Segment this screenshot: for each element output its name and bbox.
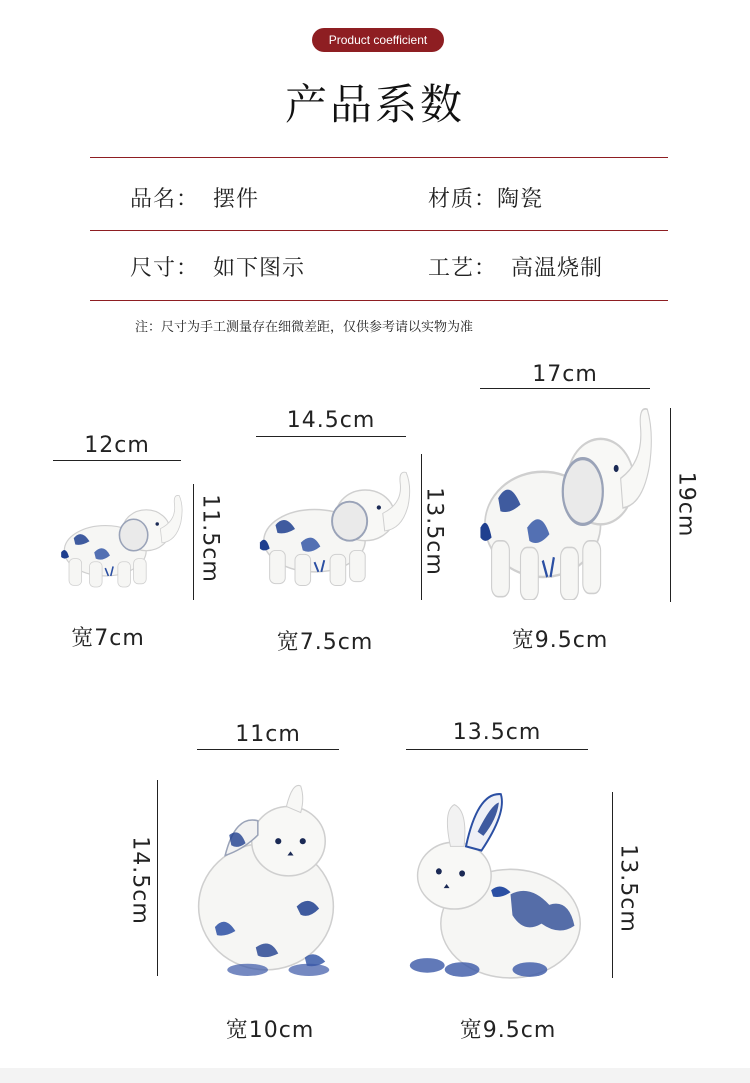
rabbit-figurine-sitting — [194, 784, 338, 978]
height-label: 13.5cm — [421, 487, 447, 576]
elephant-figurine-medium — [256, 456, 412, 600]
spec-name-label: 品名： — [130, 187, 200, 212]
rabbit-figurine-crouching — [404, 790, 588, 980]
length-line — [480, 388, 650, 389]
spec-name — [130, 182, 259, 213]
length-label: 11cm — [235, 722, 301, 747]
spec-size-label: 尺寸： — [130, 256, 200, 281]
spec-craft — [428, 251, 603, 282]
length-label: 17cm — [532, 362, 598, 387]
measurement-note: 注：尺寸为手工测量存在细微差距，仅供参考请以实物为准 — [135, 320, 474, 335]
length-line — [406, 749, 588, 750]
height-label: 13.5cm — [615, 844, 641, 933]
divider — [90, 157, 668, 158]
height-label: 14.5cm — [127, 836, 153, 925]
elephant-figurine-small — [58, 483, 184, 598]
length-label: 14.5cm — [286, 408, 376, 433]
length-label: 13.5cm — [452, 720, 542, 745]
height-label: 11.5cm — [197, 494, 223, 583]
width-label: 宽7cm — [71, 626, 145, 651]
height-label: 19cm — [673, 471, 699, 538]
divider — [90, 230, 668, 231]
width-label: 宽9.5cm — [459, 1018, 557, 1043]
spec-material-label: 材质： — [428, 187, 498, 212]
spec-material-value: 陶瓷 — [497, 187, 544, 212]
spec-size — [130, 251, 305, 282]
width-label: 宽7.5cm — [276, 630, 374, 655]
spec-size-value: 如下图示 — [213, 256, 306, 281]
elephant-figurine-large — [476, 406, 654, 600]
length-line — [256, 436, 406, 437]
height-line — [612, 792, 613, 978]
divider — [90, 300, 668, 301]
spec-craft-value: 高温烧制 — [511, 256, 604, 281]
width-label: 宽9.5cm — [511, 628, 609, 653]
length-line — [197, 749, 339, 750]
width-label: 宽10cm — [225, 1018, 315, 1043]
length-label: 12cm — [84, 433, 150, 458]
footer-strip — [0, 1068, 750, 1083]
length-line — [53, 460, 181, 461]
spec-name-value: 摆件 — [213, 187, 260, 212]
height-line — [193, 484, 194, 600]
spec-craft-label: 工艺： — [428, 256, 498, 281]
height-line — [157, 780, 158, 976]
spec-material — [428, 182, 543, 213]
product-coefficient-badge: Product coefficient — [312, 28, 444, 52]
height-line — [670, 408, 671, 602]
page-title: 产品系数 — [284, 80, 465, 129]
